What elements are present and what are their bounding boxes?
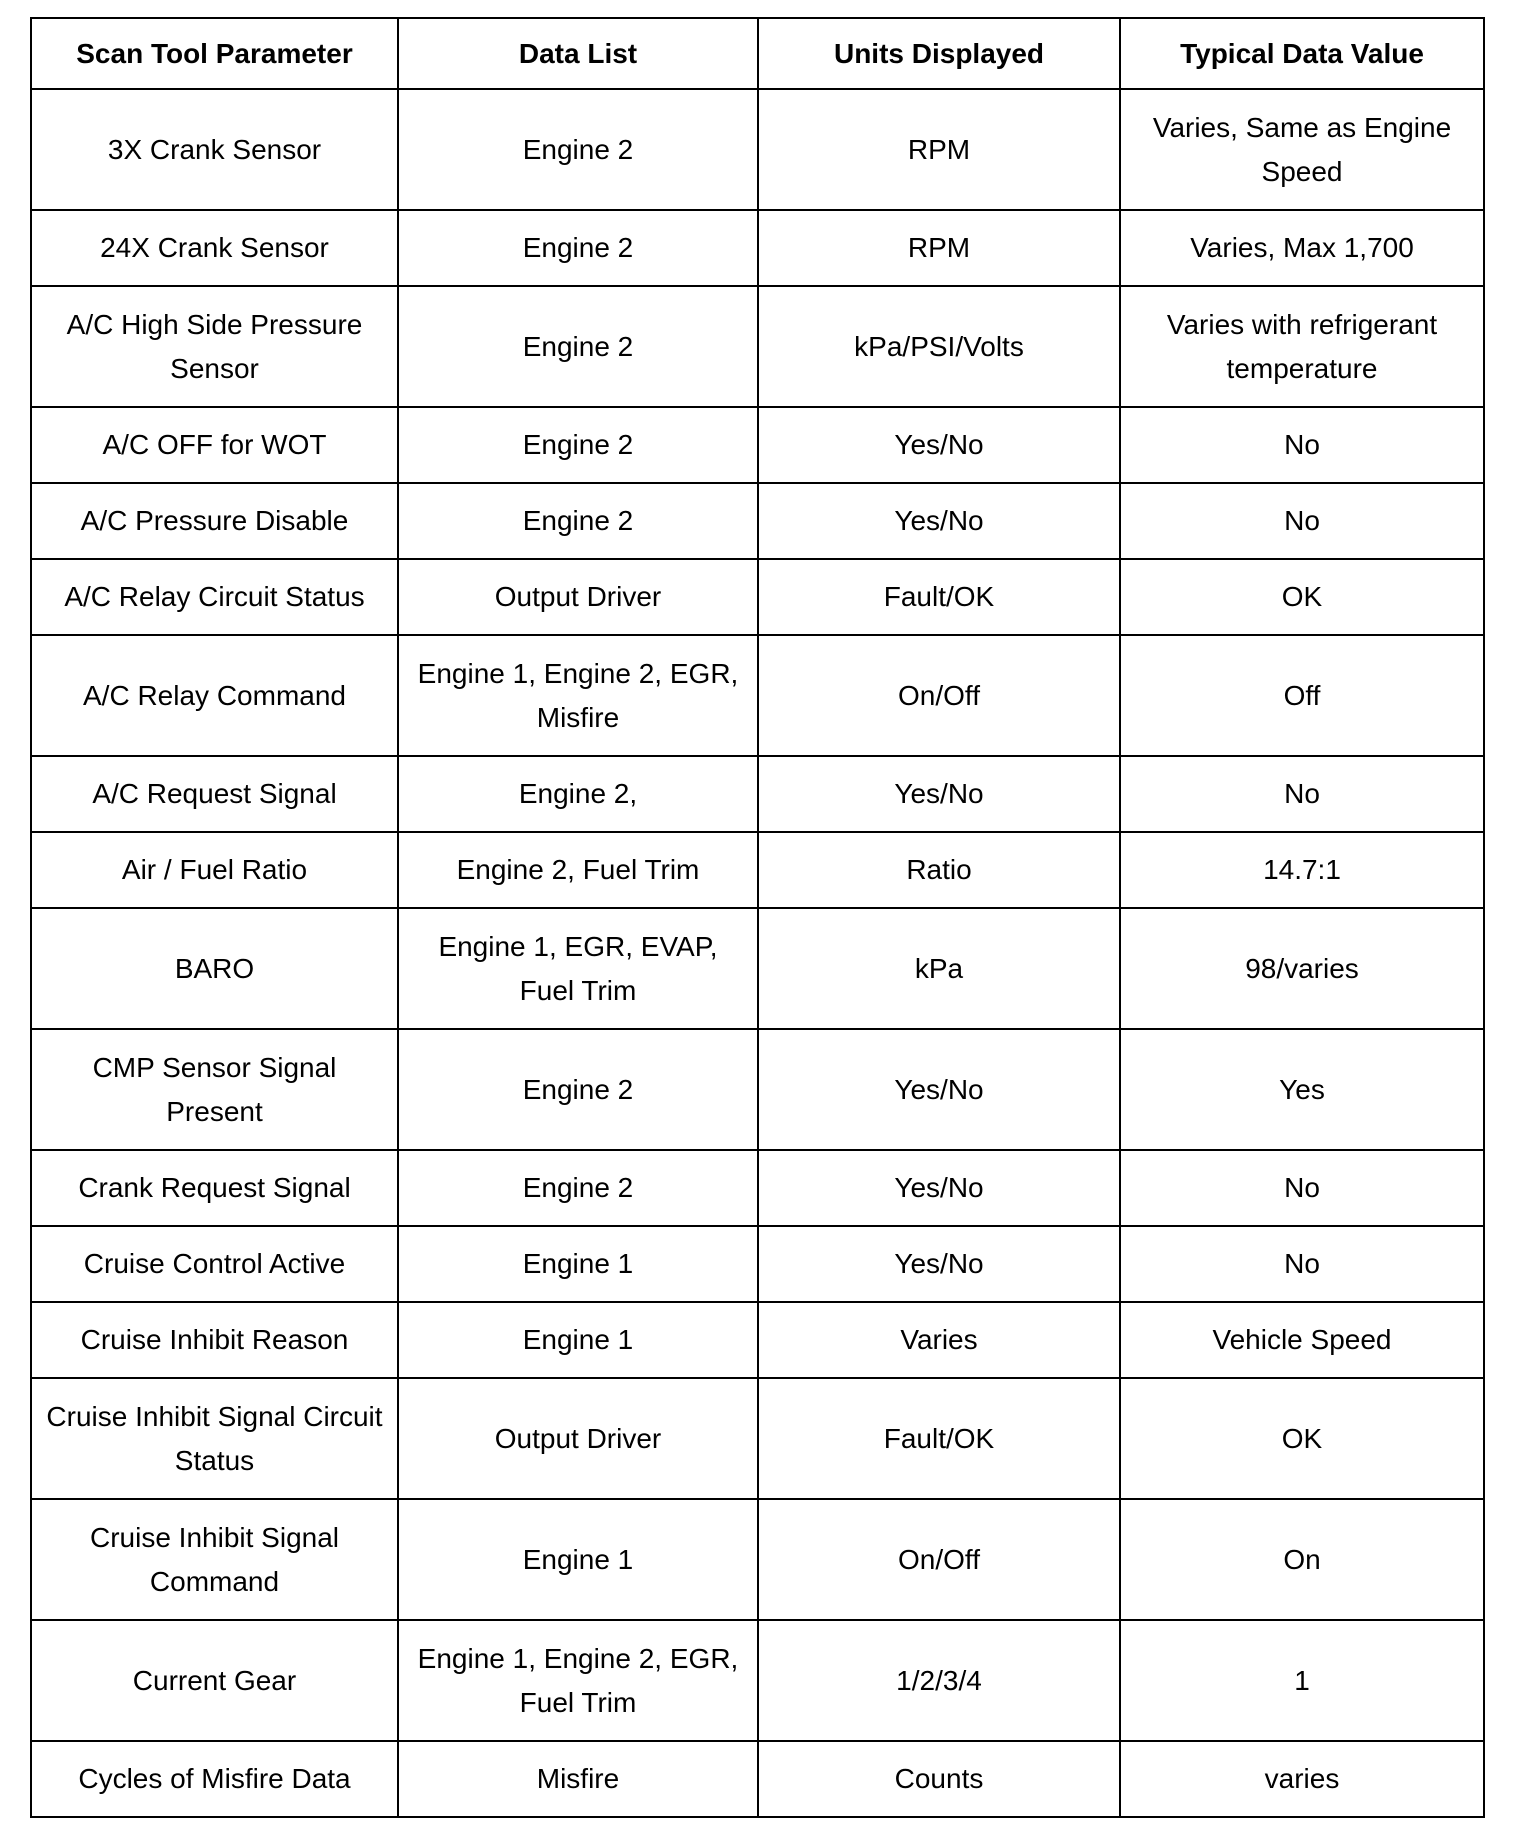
cell-units: Yes/No (758, 1029, 1120, 1150)
cell-parameter: Cruise Inhibit Reason (31, 1302, 398, 1378)
cell-data-list: Engine 2 (398, 286, 758, 407)
cell-data-list: Engine 2, Fuel Trim (398, 832, 758, 908)
table-row (31, 407, 1484, 483)
cell-typical-value: 98/varies (1120, 908, 1484, 1029)
header-typical-data-value: Typical Data Value (1120, 18, 1484, 89)
cell-typical-value: varies (1120, 1741, 1484, 1817)
cell-data-list: Output Driver (398, 1378, 758, 1499)
cell-units: Fault/OK (758, 559, 1120, 635)
cell-typical-value: No (1120, 756, 1484, 832)
cell-parameter: A/C Relay Command (31, 635, 398, 756)
table-row (31, 832, 1484, 908)
header-units-displayed: Units Displayed (758, 18, 1120, 89)
table-row (31, 483, 1484, 559)
cell-units: Ratio (758, 832, 1120, 908)
cell-units: kPa/PSI/Volts (758, 286, 1120, 407)
cell-typical-value: Yes (1120, 1029, 1484, 1150)
table-row (31, 1150, 1484, 1226)
table-row (31, 1302, 1484, 1378)
header-data-list: Data List (398, 18, 758, 89)
table-row (31, 1029, 1484, 1150)
cell-units: RPM (758, 89, 1120, 210)
table-header-row (31, 18, 1484, 89)
cell-parameter: Cycles of Misfire Data (31, 1741, 398, 1817)
cell-typical-value: No (1120, 1150, 1484, 1226)
cell-units: On/Off (758, 1499, 1120, 1620)
cell-parameter: 24X Crank Sensor (31, 210, 398, 286)
cell-data-list: Output Driver (398, 559, 758, 635)
cell-typical-value: Varies with refrigerant temperature (1120, 286, 1484, 407)
cell-typical-value: Vehicle Speed (1120, 1302, 1484, 1378)
cell-data-list: Engine 1 (398, 1302, 758, 1378)
cell-data-list: Engine 2 (398, 407, 758, 483)
cell-parameter: BARO (31, 908, 398, 1029)
cell-parameter: A/C Pressure Disable (31, 483, 398, 559)
table-row (31, 1620, 1484, 1741)
cell-data-list: Engine 1, Engine 2, EGR, Fuel Trim (398, 1620, 758, 1741)
cell-data-list: Engine 1, Engine 2, EGR, Misfire (398, 635, 758, 756)
cell-units: Yes/No (758, 1150, 1120, 1226)
cell-data-list: Engine 2 (398, 1029, 758, 1150)
cell-units: Counts (758, 1741, 1120, 1817)
cell-data-list: Engine 1 (398, 1499, 758, 1620)
cell-typical-value: On (1120, 1499, 1484, 1620)
cell-typical-value: OK (1120, 559, 1484, 635)
cell-parameter: Cruise Inhibit Signal Circuit Status (31, 1378, 398, 1499)
cell-units: kPa (758, 908, 1120, 1029)
cell-typical-value: No (1120, 483, 1484, 559)
cell-parameter: A/C Request Signal (31, 756, 398, 832)
cell-parameter: Cruise Control Active (31, 1226, 398, 1302)
table-row (31, 908, 1484, 1029)
cell-data-list: Engine 1, EGR, EVAP, Fuel Trim (398, 908, 758, 1029)
table-row (31, 635, 1484, 756)
cell-data-list: Engine 2 (398, 1150, 758, 1226)
cell-units: Yes/No (758, 483, 1120, 559)
cell-typical-value: No (1120, 407, 1484, 483)
cell-units: Varies (758, 1302, 1120, 1378)
table-row (31, 89, 1484, 210)
table-row (31, 559, 1484, 635)
cell-typical-value: Off (1120, 635, 1484, 756)
cell-units: 1/2/3/4 (758, 1620, 1120, 1741)
cell-units: On/Off (758, 635, 1120, 756)
cell-parameter: Cruise Inhibit Signal Command (31, 1499, 398, 1620)
cell-parameter: Current Gear (31, 1620, 398, 1741)
cell-units: RPM (758, 210, 1120, 286)
cell-data-list: Engine 2 (398, 89, 758, 210)
table-row (31, 756, 1484, 832)
table-row (31, 1378, 1484, 1499)
cell-parameter: A/C OFF for WOT (31, 407, 398, 483)
cell-parameter: Crank Request Signal (31, 1150, 398, 1226)
cell-units: Yes/No (758, 756, 1120, 832)
cell-typical-value: Varies, Max 1,700 (1120, 210, 1484, 286)
cell-units: Fault/OK (758, 1378, 1120, 1499)
cell-typical-value: 1 (1120, 1620, 1484, 1741)
cell-units: Yes/No (758, 1226, 1120, 1302)
cell-parameter: 3X Crank Sensor (31, 89, 398, 210)
cell-data-list: Engine 2 (398, 210, 758, 286)
cell-data-list: Engine 2, (398, 756, 758, 832)
table-row (31, 210, 1484, 286)
table-row (31, 1226, 1484, 1302)
cell-parameter: A/C Relay Circuit Status (31, 559, 398, 635)
table-row (31, 286, 1484, 407)
cell-typical-value: Varies, Same as Engine Speed (1120, 89, 1484, 210)
scan-tool-data-table (30, 17, 1485, 1818)
cell-typical-value: OK (1120, 1378, 1484, 1499)
cell-typical-value: No (1120, 1226, 1484, 1302)
table-row (31, 1741, 1484, 1817)
cell-units: Yes/No (758, 407, 1120, 483)
cell-data-list: Engine 1 (398, 1226, 758, 1302)
cell-parameter: CMP Sensor Signal Present (31, 1029, 398, 1150)
cell-parameter: A/C High Side Pressure Sensor (31, 286, 398, 407)
cell-typical-value: 14.7:1 (1120, 832, 1484, 908)
cell-parameter: Air / Fuel Ratio (31, 832, 398, 908)
table-row (31, 1499, 1484, 1620)
cell-data-list: Misfire (398, 1741, 758, 1817)
header-scan-tool-parameter: Scan Tool Parameter (31, 18, 398, 89)
cell-data-list: Engine 2 (398, 483, 758, 559)
